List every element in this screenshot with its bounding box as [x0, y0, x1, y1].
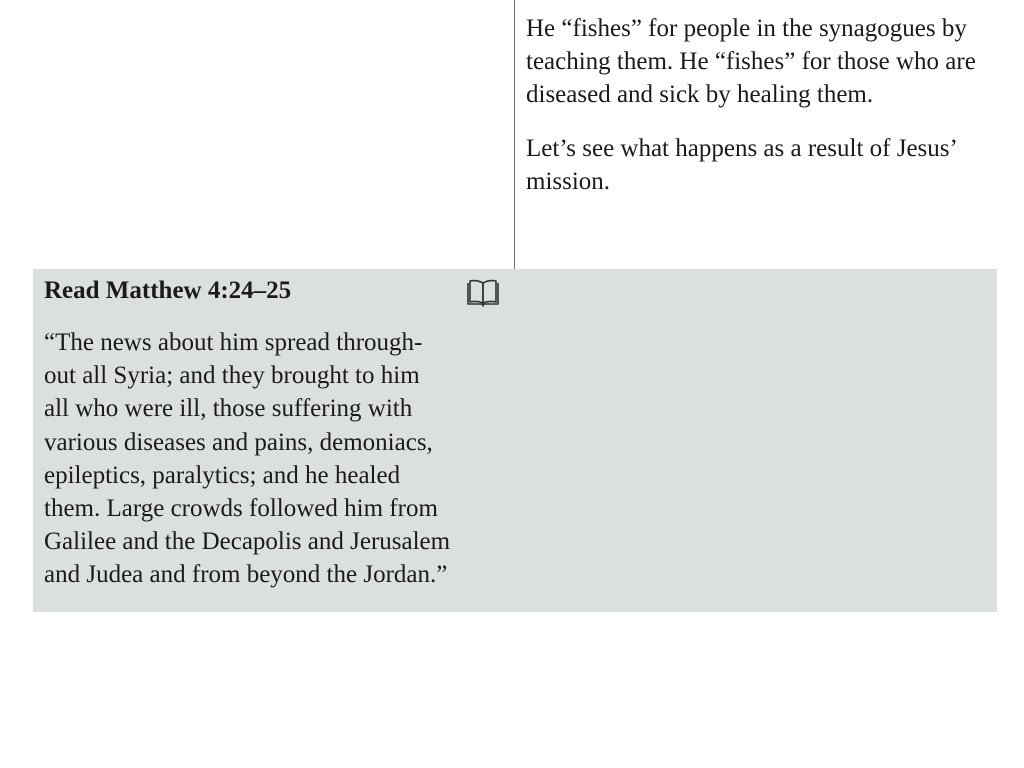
scripture-passage: [44, 326, 514, 592]
scripture-line: out all Syria; and they brought to him: [44, 362, 420, 390]
scripture-line: all who were ill, those suffering with: [44, 395, 413, 423]
scripture-line: Galilee and the Decapolis and Jerusalem: [44, 528, 451, 556]
commentary-text: [526, 12, 986, 198]
scripture-line: and Judea and from beyond the Jordan.”: [44, 561, 448, 589]
book-icon: [465, 278, 501, 308]
scripture-line: “The news about him spread through-: [44, 329, 423, 356]
commentary-paragraph-2: Let’s see what happens as a result of Jesus’ mission.: [526, 135, 956, 195]
scripture-line: epileptics, paralytics; and he healed: [44, 461, 401, 489]
commentary-paragraph-1: He “fishes” for people in the synagogues by teaching them. He “fishes” for those who are diseased and sick by healing them.: [526, 15, 976, 108]
scripture-line: them. Large crowds followed him from: [44, 495, 438, 523]
scripture-line: various diseases and pains, demoniacs,: [44, 428, 433, 456]
reading-box: [44, 274, 510, 592]
reading-heading: Read Matthew 4:24–25: [44, 277, 292, 304]
